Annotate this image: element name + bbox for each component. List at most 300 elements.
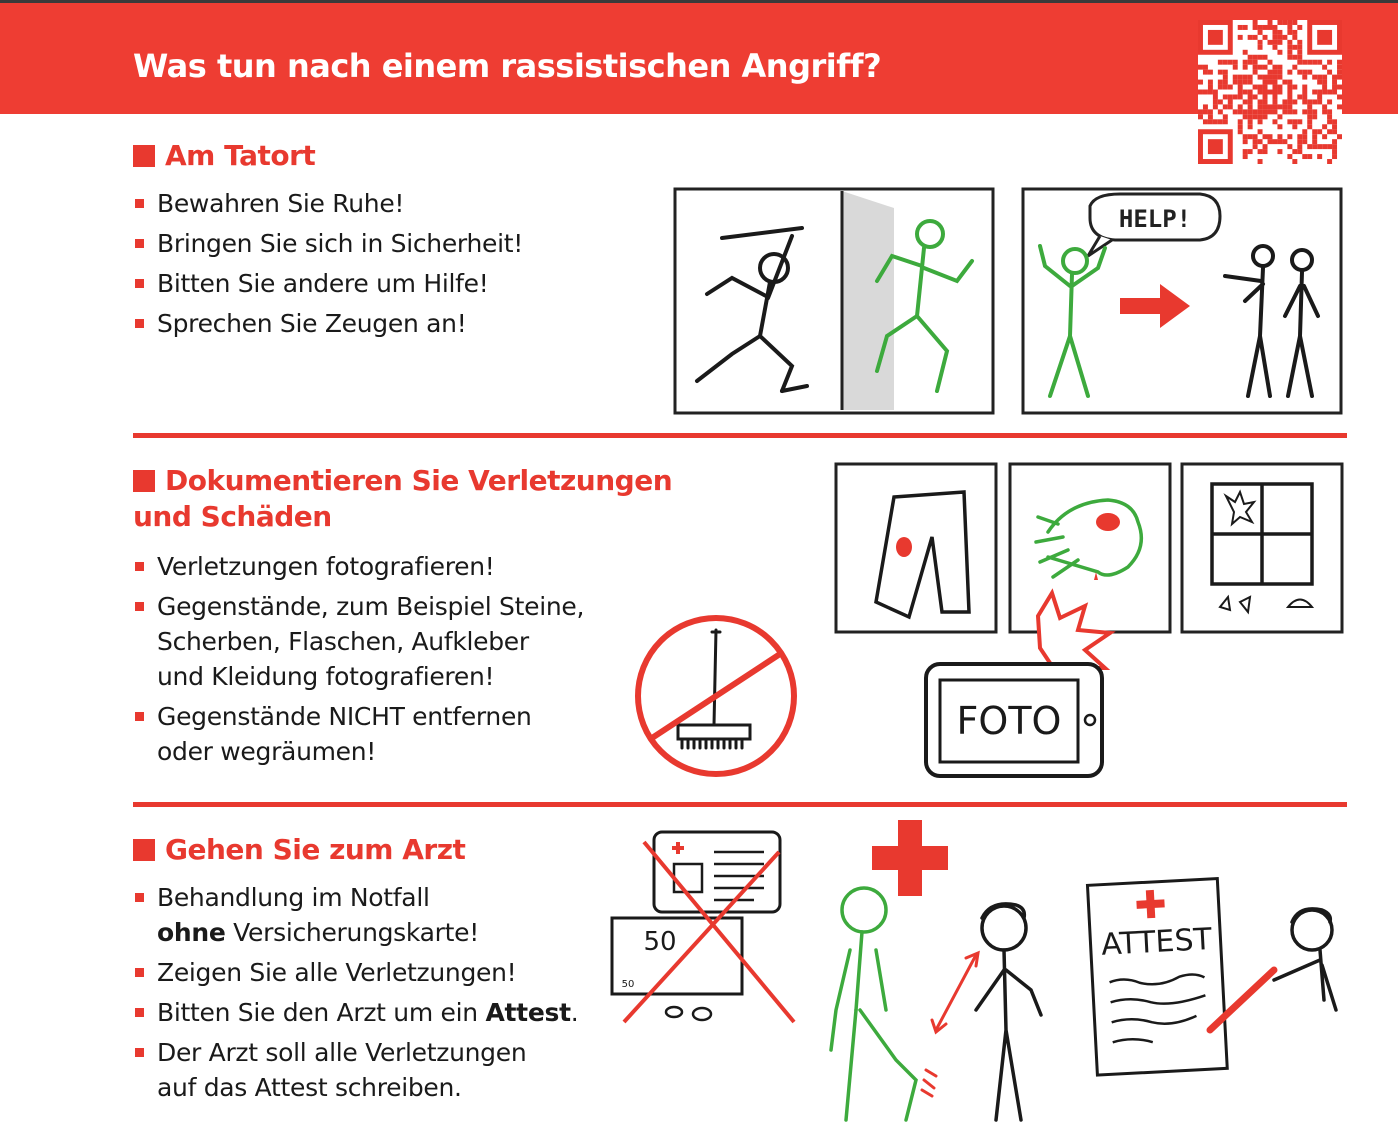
qr-module [1208,90,1213,95]
bold-word: ohne [157,918,226,947]
qr-module [1248,149,1253,154]
qr-module [1213,99,1218,104]
qr-finder [1317,30,1332,45]
illustration-attest [1084,870,1348,1080]
section-title-tatort [133,138,315,174]
list-item [133,306,523,341]
qr-module [1258,45,1263,50]
qr-module [1258,55,1263,60]
header-bar [0,0,1398,114]
qr-module [1322,109,1327,114]
qr-module [1297,40,1302,45]
qr-module [1282,109,1287,114]
qr-module [1248,90,1253,95]
qr-module [1263,90,1268,95]
qr-module [1258,119,1263,124]
qr-module [1327,60,1332,65]
qr-module [1258,139,1263,144]
qr-module [1268,90,1273,95]
qr-module [1302,129,1307,134]
qr-module [1307,60,1312,65]
qr-module [1297,119,1302,124]
qr-module [1253,20,1258,25]
qr-module [1198,65,1203,70]
qr-module [1253,109,1258,114]
qr-module [1258,40,1263,45]
qr-module [1268,70,1273,75]
qr-module [1292,35,1297,40]
qr-module [1253,35,1258,40]
qr-module [1253,139,1258,144]
qr-module [1272,90,1277,95]
qr-module [1327,144,1332,149]
qr-module [1203,70,1208,75]
qr-module [1272,40,1277,45]
qr-module [1233,65,1238,70]
qr-module [1253,94,1258,99]
qr-module [1258,75,1263,80]
qr-module [1233,109,1238,114]
qr-module [1268,40,1273,45]
qr-module [1268,104,1273,109]
qr-module [1243,139,1248,144]
illustration-window [1180,462,1344,634]
qr-module [1337,75,1342,80]
qr-module [1263,25,1268,30]
qr-module [1317,154,1322,159]
qr-module [1218,119,1223,124]
qr-module [1253,85,1258,90]
qr-module [1208,109,1213,114]
qr-module [1238,124,1243,129]
section-divider [133,433,1347,438]
qr-module [1272,99,1277,104]
qr-module [1223,70,1228,75]
banknote-small-value: 50 [621,979,635,990]
qr-module [1287,90,1292,95]
list-item-text: Der Arzt soll alle Verletzungen [157,1038,527,1067]
list-item-text: auf das Attest schreiben. [157,1073,462,1102]
qr-module [1327,114,1332,119]
qr-module [1248,60,1253,65]
list-item [133,699,584,769]
qr-module [1218,80,1223,85]
qr-module [1297,134,1302,139]
qr-module [1233,94,1238,99]
qr-module [1297,94,1302,99]
qr-module [1248,134,1253,139]
qr-module [1277,50,1282,55]
qr-module [1218,60,1223,65]
qr-code-graphic [1198,20,1342,164]
list-item [133,1035,578,1105]
qr-module [1277,90,1282,95]
qr-module [1302,94,1307,99]
qr-module [1307,109,1312,114]
qr-module [1282,35,1287,40]
qr-module [1287,55,1292,60]
list-item [133,266,523,301]
qr-module [1317,60,1322,65]
qr-module [1248,109,1253,114]
qr-module [1332,139,1337,144]
qr-module [1327,70,1332,75]
qr-module [1258,129,1263,134]
red-cross-icon [872,820,948,896]
section-title-text: Dokumentieren Sie Verletzungen [165,464,673,497]
list-item-text-pre: Bitten Sie den Arzt um ein [157,998,486,1027]
qr-module [1248,104,1253,109]
qr-module [1268,60,1273,65]
qr-module [1243,109,1248,114]
qr-module [1302,60,1307,65]
qr-module [1282,99,1287,104]
illustration-no-payment [604,822,800,1032]
qr-module [1272,45,1277,50]
qr-module [1238,94,1243,99]
qr-module [1268,139,1273,144]
qr-module [1287,99,1292,104]
qr-module [1218,70,1223,75]
qr-module [1292,99,1297,104]
qr-module [1238,35,1243,40]
list-item-text: Bitten Sie andere um Hilfe! [157,269,489,298]
qr-module [1203,119,1208,124]
square-bullet-icon [133,145,155,167]
qr-module [1223,104,1228,109]
qr-module [1307,114,1312,119]
bold-word: Attest [485,998,571,1027]
qr-module [1307,99,1312,104]
qr-module [1307,144,1312,149]
list-item-text-line2 [157,915,578,950]
qr-module [1287,30,1292,35]
qr-module [1218,109,1223,114]
qr-module [1233,80,1238,85]
qr-module [1272,85,1277,90]
list-item-text: Gegenstände NICHT entfernen [157,702,532,731]
square-bullet-icon [133,470,155,492]
qr-module [1243,80,1248,85]
qr-module [1243,65,1248,70]
qr-module [1337,65,1342,70]
qr-module [1292,124,1297,129]
qr-module [1243,114,1248,119]
qr-module [1258,114,1263,119]
qr-module [1263,75,1268,80]
qr-module [1297,70,1302,75]
list-item-text: Scherben, Flaschen, Aufkleber [157,627,529,656]
qr-module [1297,25,1302,30]
qr-module [1272,70,1277,75]
qr-module [1277,65,1282,70]
qr-module [1282,20,1287,25]
qr-module [1282,139,1287,144]
qr-module [1332,124,1337,129]
qr-module [1287,70,1292,75]
qr-module [1322,104,1327,109]
qr-module [1213,90,1218,95]
qr-module [1292,149,1297,154]
qr-module [1297,50,1302,55]
qr-module [1238,85,1243,90]
qr-module [1337,104,1342,109]
qr-module [1272,30,1277,35]
qr-module [1277,35,1282,40]
qr-module [1223,85,1228,90]
qr-module [1277,40,1282,45]
qr-module [1263,94,1268,99]
list-item-text: Zeigen Sie alle Verletzungen! [157,958,517,987]
section-title-text-line2: und Schäden [133,500,332,533]
qr-module [1277,124,1282,129]
qr-module [1307,104,1312,109]
qr-module [1297,45,1302,50]
qr-module [1203,104,1208,109]
qr-module [1277,139,1282,144]
qr-module [1198,80,1203,85]
qr-finder [1208,139,1223,154]
qr-module [1287,45,1292,50]
qr-module [1268,134,1273,139]
qr-module [1302,85,1307,90]
qr-module [1332,80,1337,85]
qr-module [1268,75,1273,80]
qr-module [1258,149,1263,154]
qr-module [1238,25,1243,30]
list-item-text [157,995,578,1030]
qr-module [1248,114,1253,119]
qr-module [1317,75,1322,80]
qr-module [1203,65,1208,70]
qr-module [1272,109,1277,114]
qr-module [1272,35,1277,40]
qr-module [1253,114,1258,119]
qr-module [1337,94,1342,99]
qr-module [1317,90,1322,95]
qr-module [1317,129,1322,134]
qr-module [1253,25,1258,30]
qr-module [1292,55,1297,60]
qr-module [1272,25,1277,30]
qr-module [1213,94,1218,99]
qr-module [1238,104,1243,109]
list-item [133,995,578,1030]
qr-module [1263,109,1268,114]
qr-module [1238,80,1243,85]
qr-module [1243,90,1248,95]
list-item-text: oder wegräumen! [157,737,377,766]
qr-module [1243,149,1248,154]
qr-module [1243,154,1248,159]
qr-module [1332,119,1337,124]
qr-module [1327,119,1332,124]
list-item [133,880,578,950]
qr-module [1272,94,1277,99]
qr-module [1277,20,1282,25]
qr-module [1292,85,1297,90]
qr-module [1332,144,1337,149]
qr-module [1312,129,1317,134]
qr-module [1302,134,1307,139]
qr-module [1243,75,1248,80]
qr-module [1208,85,1213,90]
qr-module [1292,20,1297,25]
qr-module [1198,90,1203,95]
qr-module [1258,104,1263,109]
qr-module [1297,60,1302,65]
qr-module [1322,80,1327,85]
qr-module [1302,70,1307,75]
qr-module [1238,109,1243,114]
qr-module [1248,75,1253,80]
illustration-doctor [826,810,1066,1126]
qr-module [1238,119,1243,124]
qr-module [1258,159,1263,164]
qr-module [1263,149,1268,154]
qr-module [1307,119,1312,124]
qr-module [1327,99,1332,104]
qr-module [1243,134,1248,139]
qr-module [1312,134,1317,139]
qr-module [1203,90,1208,95]
attest-label: ATTEST [1100,921,1213,963]
qr-module [1272,80,1277,85]
qr-module [1228,85,1233,90]
qr-module [1277,85,1282,90]
qr-module [1277,114,1282,119]
qr-module [1238,75,1243,80]
tatort-list [133,186,523,346]
qr-module [1223,94,1228,99]
qr-module [1258,30,1263,35]
qr-module [1248,94,1253,99]
qr-module [1287,20,1292,25]
qr-module [1312,109,1317,114]
qr-module [1213,119,1218,124]
qr-module [1258,85,1263,90]
qr-module [1322,124,1327,129]
qr-module [1292,65,1297,70]
qr-module [1287,104,1292,109]
qr-module [1263,85,1268,90]
qr-module [1272,65,1277,70]
list-item-text: Sprechen Sie Zeugen an! [157,309,467,338]
qr-module [1253,55,1258,60]
qr-module [1268,80,1273,85]
section-title-text: Gehen Sie zum Arzt [165,833,466,866]
qr-module [1302,109,1307,114]
qr-module [1243,60,1248,65]
list-item [133,226,523,261]
qr-module [1243,50,1248,55]
qr-module [1332,85,1337,90]
section-divider [133,802,1347,807]
qr-module [1332,129,1337,134]
qr-module [1203,109,1208,114]
qr-module [1292,119,1297,124]
qr-module [1277,134,1282,139]
qr-module [1322,134,1327,139]
qr-module [1287,109,1292,114]
qr-module [1218,99,1223,104]
qr-module [1332,90,1337,95]
qr-finder [1208,30,1223,45]
qr-module [1337,85,1342,90]
qr-module [1337,60,1342,65]
qr-module [1263,134,1268,139]
qr-module [1307,70,1312,75]
qr-module [1233,60,1238,65]
qr-module [1322,144,1327,149]
qr-module [1248,124,1253,129]
qr-module [1198,109,1203,114]
qr-module [1258,25,1263,30]
qr-module [1312,60,1317,65]
list-item-text: Gegenstände, zum Beispiel Steine, [157,592,585,621]
qr-module [1233,75,1238,80]
qr-module [1292,109,1297,114]
help-speech-text: HELP! [1118,205,1192,233]
qr-module [1312,114,1317,119]
qr-module [1272,75,1277,80]
qr-module [1218,85,1223,90]
qr-module [1287,119,1292,124]
qr-module [1302,75,1307,80]
qr-module [1287,50,1292,55]
qr-module [1327,129,1332,134]
qr-module [1302,90,1307,95]
qr-module [1248,80,1253,85]
qr-module [1327,159,1332,164]
qr-module [1337,70,1342,75]
list-item-text: und Kleidung fotografieren! [157,662,495,691]
qr-module [1258,90,1263,95]
qr-module [1302,99,1307,104]
qr-module [1312,90,1317,95]
arzt-list [133,880,578,1110]
qr-module [1287,94,1292,99]
illustration-no-cleanup [630,610,802,782]
square-bullet-icon [133,839,155,861]
qr-module [1253,144,1258,149]
list-item-text: Behandlung im Notfall [157,883,430,912]
qr-module [1277,149,1282,154]
qr-module [1332,154,1337,159]
qr-module [1263,99,1268,104]
qr-module [1228,94,1233,99]
qr-module [1292,30,1297,35]
qr-module [1317,80,1322,85]
qr-module [1238,129,1243,134]
qr-module [1317,94,1322,99]
qr-module [1277,104,1282,109]
qr-module [1268,109,1273,114]
qr-module [1332,149,1337,154]
qr-module [1307,124,1312,129]
section-title-dokumentieren [133,463,672,535]
qr-module [1223,114,1228,119]
list-item-text: Bewahren Sie Ruhe! [157,189,405,218]
qr-module [1302,154,1307,159]
qr-module [1292,45,1297,50]
list-item-text-rest: Versicherungskarte! [225,918,479,947]
qr-module [1327,90,1332,95]
qr-module [1297,55,1302,60]
qr-module [1282,104,1287,109]
qr-module [1312,75,1317,80]
qr-code-icon[interactable] [1198,20,1342,164]
